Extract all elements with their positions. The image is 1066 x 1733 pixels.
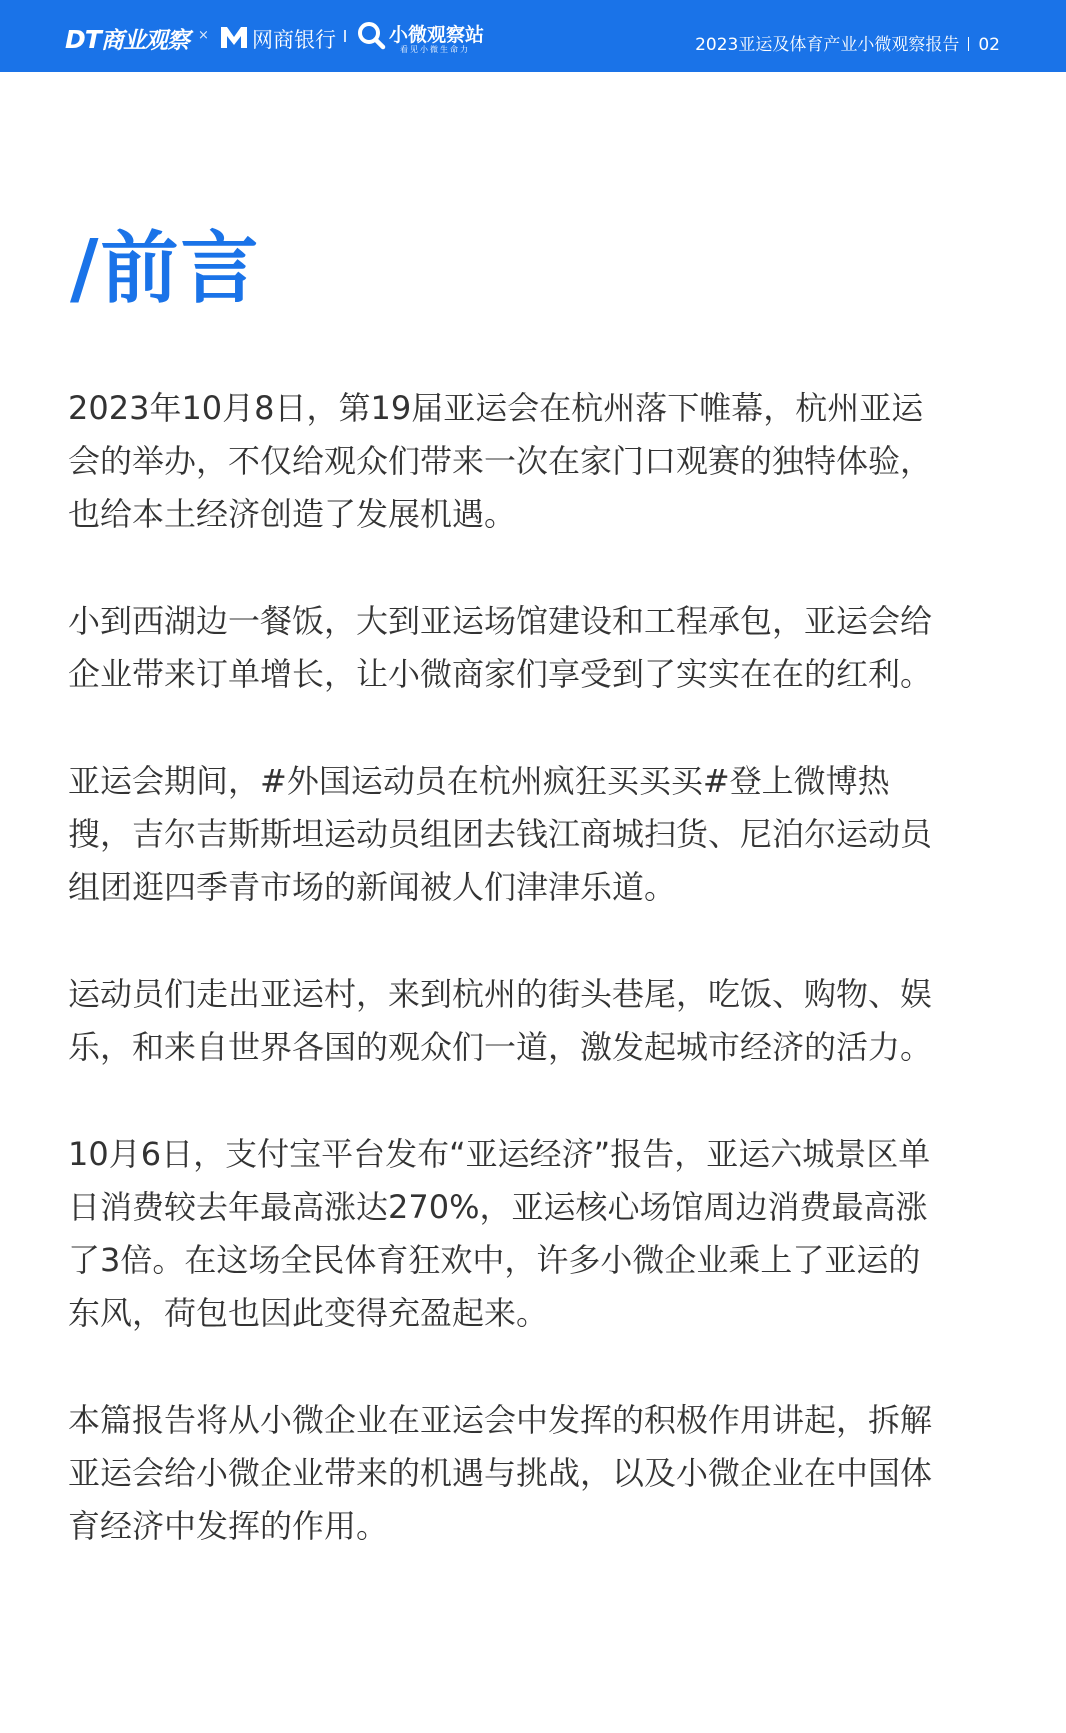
- dt-logo-text: 商业观察: [100, 28, 189, 54]
- body-text: [68, 382, 948, 1607]
- page-heading: /前言: [70, 224, 261, 314]
- paragraph: 本篇报告将从小微企业在亚运会中发挥的积极作用讲起，拆解亚运会给小微企业带来的机遇与挑战，以及小微企业在中国体育经济中发挥的作用。: [68, 1401, 933, 1545]
- magnifier-icon: [356, 20, 388, 52]
- brand-cross-separator: ×: [198, 28, 209, 43]
- paragraph: 2023年10月8日，第19届亚运会在杭州落下帷幕，杭州亚运会的举办，不仅给观众们带来一次在家门口观赛的独特体验，也给本土经济创造了发展机遇。: [68, 389, 933, 533]
- paragraph: 亚运会期间，#外国运动员在杭州疯狂买买买#登上微博热搜，吉尔吉斯斯坦运动员组团去钱江商城扫货、尼泊尔运动员组团逛四季青市场的新闻被人们津津乐道。: [68, 762, 933, 906]
- mybank-m-icon: [219, 24, 249, 50]
- dt-logo-mark: DT: [65, 25, 101, 54]
- station-slogan: 看见小微生命力: [400, 45, 470, 54]
- report-title-text: 2023亚运及体育产业小微观察报告: [695, 35, 960, 55]
- station-logo-text: 小微观察站: [389, 24, 485, 46]
- header-bar: [0, 0, 1066, 72]
- brand-divider: [344, 30, 346, 42]
- page-number: 02: [978, 35, 1000, 55]
- paragraph: 10月6日，支付宝平台发布“亚运经济”报告，亚运六城景区单日消费较去年最高涨达270%，亚运核心场馆周边消费最高涨了3倍。在这场全民体育狂欢中，许多小微企业乘上了亚运的东风，荷包也因此变得充盈起来。: [68, 1135, 931, 1332]
- mybank-logo-text: 网商银行: [252, 28, 336, 52]
- paragraph: 运动员们走出亚运村，来到杭州的街头巷尾，吃饭、购物、娱乐，和来自世界各国的观众们一道，激发起城市经济的活力。: [68, 975, 933, 1066]
- paragraph: 小到西湖边一餐饭，大到亚运场馆建设和工程承包，亚运会给企业带来订单增长，让小微商家们享受到了实实在在的红利。: [68, 602, 933, 693]
- dt-business-logo: [65, 22, 189, 55]
- title-divider: [968, 37, 969, 51]
- report-title: [695, 30, 1000, 55]
